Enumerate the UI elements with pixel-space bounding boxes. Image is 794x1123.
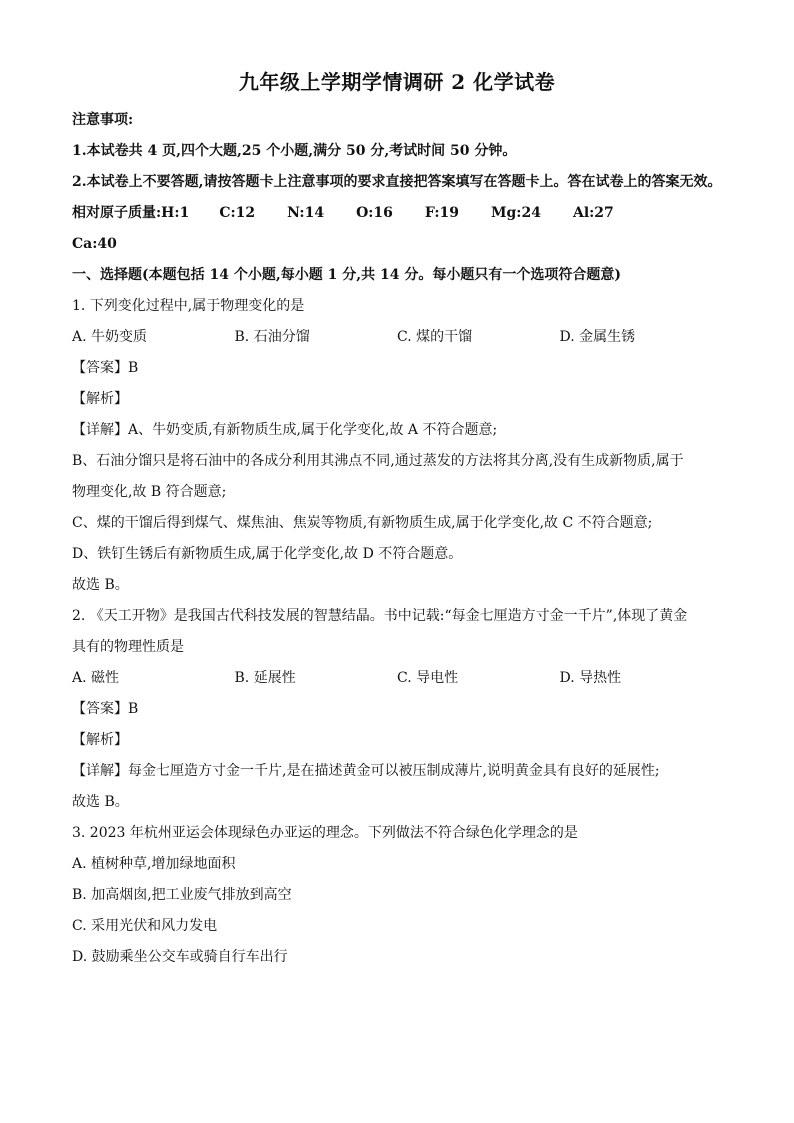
atomic-mass-label: 相对原子质量:H:1 [72,205,190,221]
question-2-option-c: C. 导电性 [397,670,459,686]
question-2-option-b: B. 延展性 [234,670,296,686]
question-2-analysis: 【解析】 [72,732,128,748]
question-1-detail-4: C、煤的干馏后得到煤气、煤焦油、焦炭等物质,有新物质生成,属于化学变化,故 C 不符合题意; [72,515,653,531]
atomic-mass-mg: Mg:24 [491,205,541,221]
question-3-option-b: B. 加高烟囱,把工业废气排放到高空 [72,887,292,903]
question-2-option-a: A. 磁性 [72,670,120,686]
question-2-option-d: D. 导热性 [559,670,622,686]
section-heading: 一、选择题(本题包括 14 个小题,每小题 1 分,共 14 分。每小题只有一个选项符合题意) [72,267,621,283]
question-1-detail-1: 【详解】A、牛奶变质,有新物质生成,属于化学变化,故 A 不符合题意; [72,422,498,438]
notice-line-1: 1.本试卷共 4 页,四个大题,25 个小题,满分 50 分,考试时间 50 分钟。 [72,143,517,159]
atomic-mass-c: C:12 [219,205,256,221]
question-3-option-a: A. 植树种草,增加绿地面积 [72,856,236,872]
question-2-options [72,663,722,694]
question-3-option-c: C. 采用光伏和风力发电 [72,918,218,934]
atomic-mass-f: F:19 [424,205,460,221]
question-1-analysis: 【解析】 [72,391,128,407]
question-2-conclusion: 故选 B。 [72,794,129,810]
atomic-mass-row [72,198,722,229]
atomic-mass-o: O:16 [356,205,393,221]
question-1-detail-5: D、铁钉生锈后有新物质生成,属于化学变化,故 D 不符合题意。 [72,546,463,562]
question-1-option-a: A. 牛奶变质 [72,329,148,345]
question-1-option-c: C. 煤的干馏 [397,329,473,345]
question-2-answer: 【答案】B [72,701,139,717]
question-1-stem: 1. 下列变化过程中,属于物理变化的是 [72,298,305,314]
question-1-option-b: B. 石油分馏 [234,329,310,345]
question-1-conclusion: 故选 B。 [72,577,129,593]
notice-line-2: 2.本试卷上不要答题,请按答题卡上注意事项的要求直接把答案填写在答题卡上。答在试卷上的答案无效。 [72,174,722,190]
question-1-answer: 【答案】B [72,360,139,376]
notice-heading: 注意事项: [72,112,134,128]
question-2-stem-2: 具有的物理性质是 [72,639,184,655]
atomic-mass-al: Al:27 [572,205,614,221]
atomic-mass-ca: Ca:40 [72,236,117,252]
page-title: 九年级上学期学情调研 2 化学试卷 [238,70,556,94]
question-1-detail-3: 物理变化,故 B 符合题意; [72,484,227,500]
atomic-mass-n: N:14 [287,205,325,221]
question-2-stem-1: 2. 《天工开物》是我国古代科技发展的智慧结晶。书中记载:“每金七厘造方寸金一千片”,体现了黄金 [72,608,688,624]
question-2-detail: 【详解】每金七厘造方寸金一千片,是在描述黄金可以被压制成薄片,说明黄金具有良好的延展性; [72,763,660,779]
question-1-options [72,322,722,353]
question-1-detail-2: B、石油分馏只是将石油中的各成分利用其沸点不同,通过蒸发的方法将其分离,没有生成新物质,属于 [72,453,684,469]
question-3-option-d: D. 鼓励乘坐公交车或骑自行车出行 [72,949,288,965]
question-1-option-d: D. 金属生锈 [559,329,636,345]
question-3-stem: 3. 2023 年杭州亚运会体现绿色办亚运的理念。下列做法不符合绿色化学理念的是 [72,825,578,841]
